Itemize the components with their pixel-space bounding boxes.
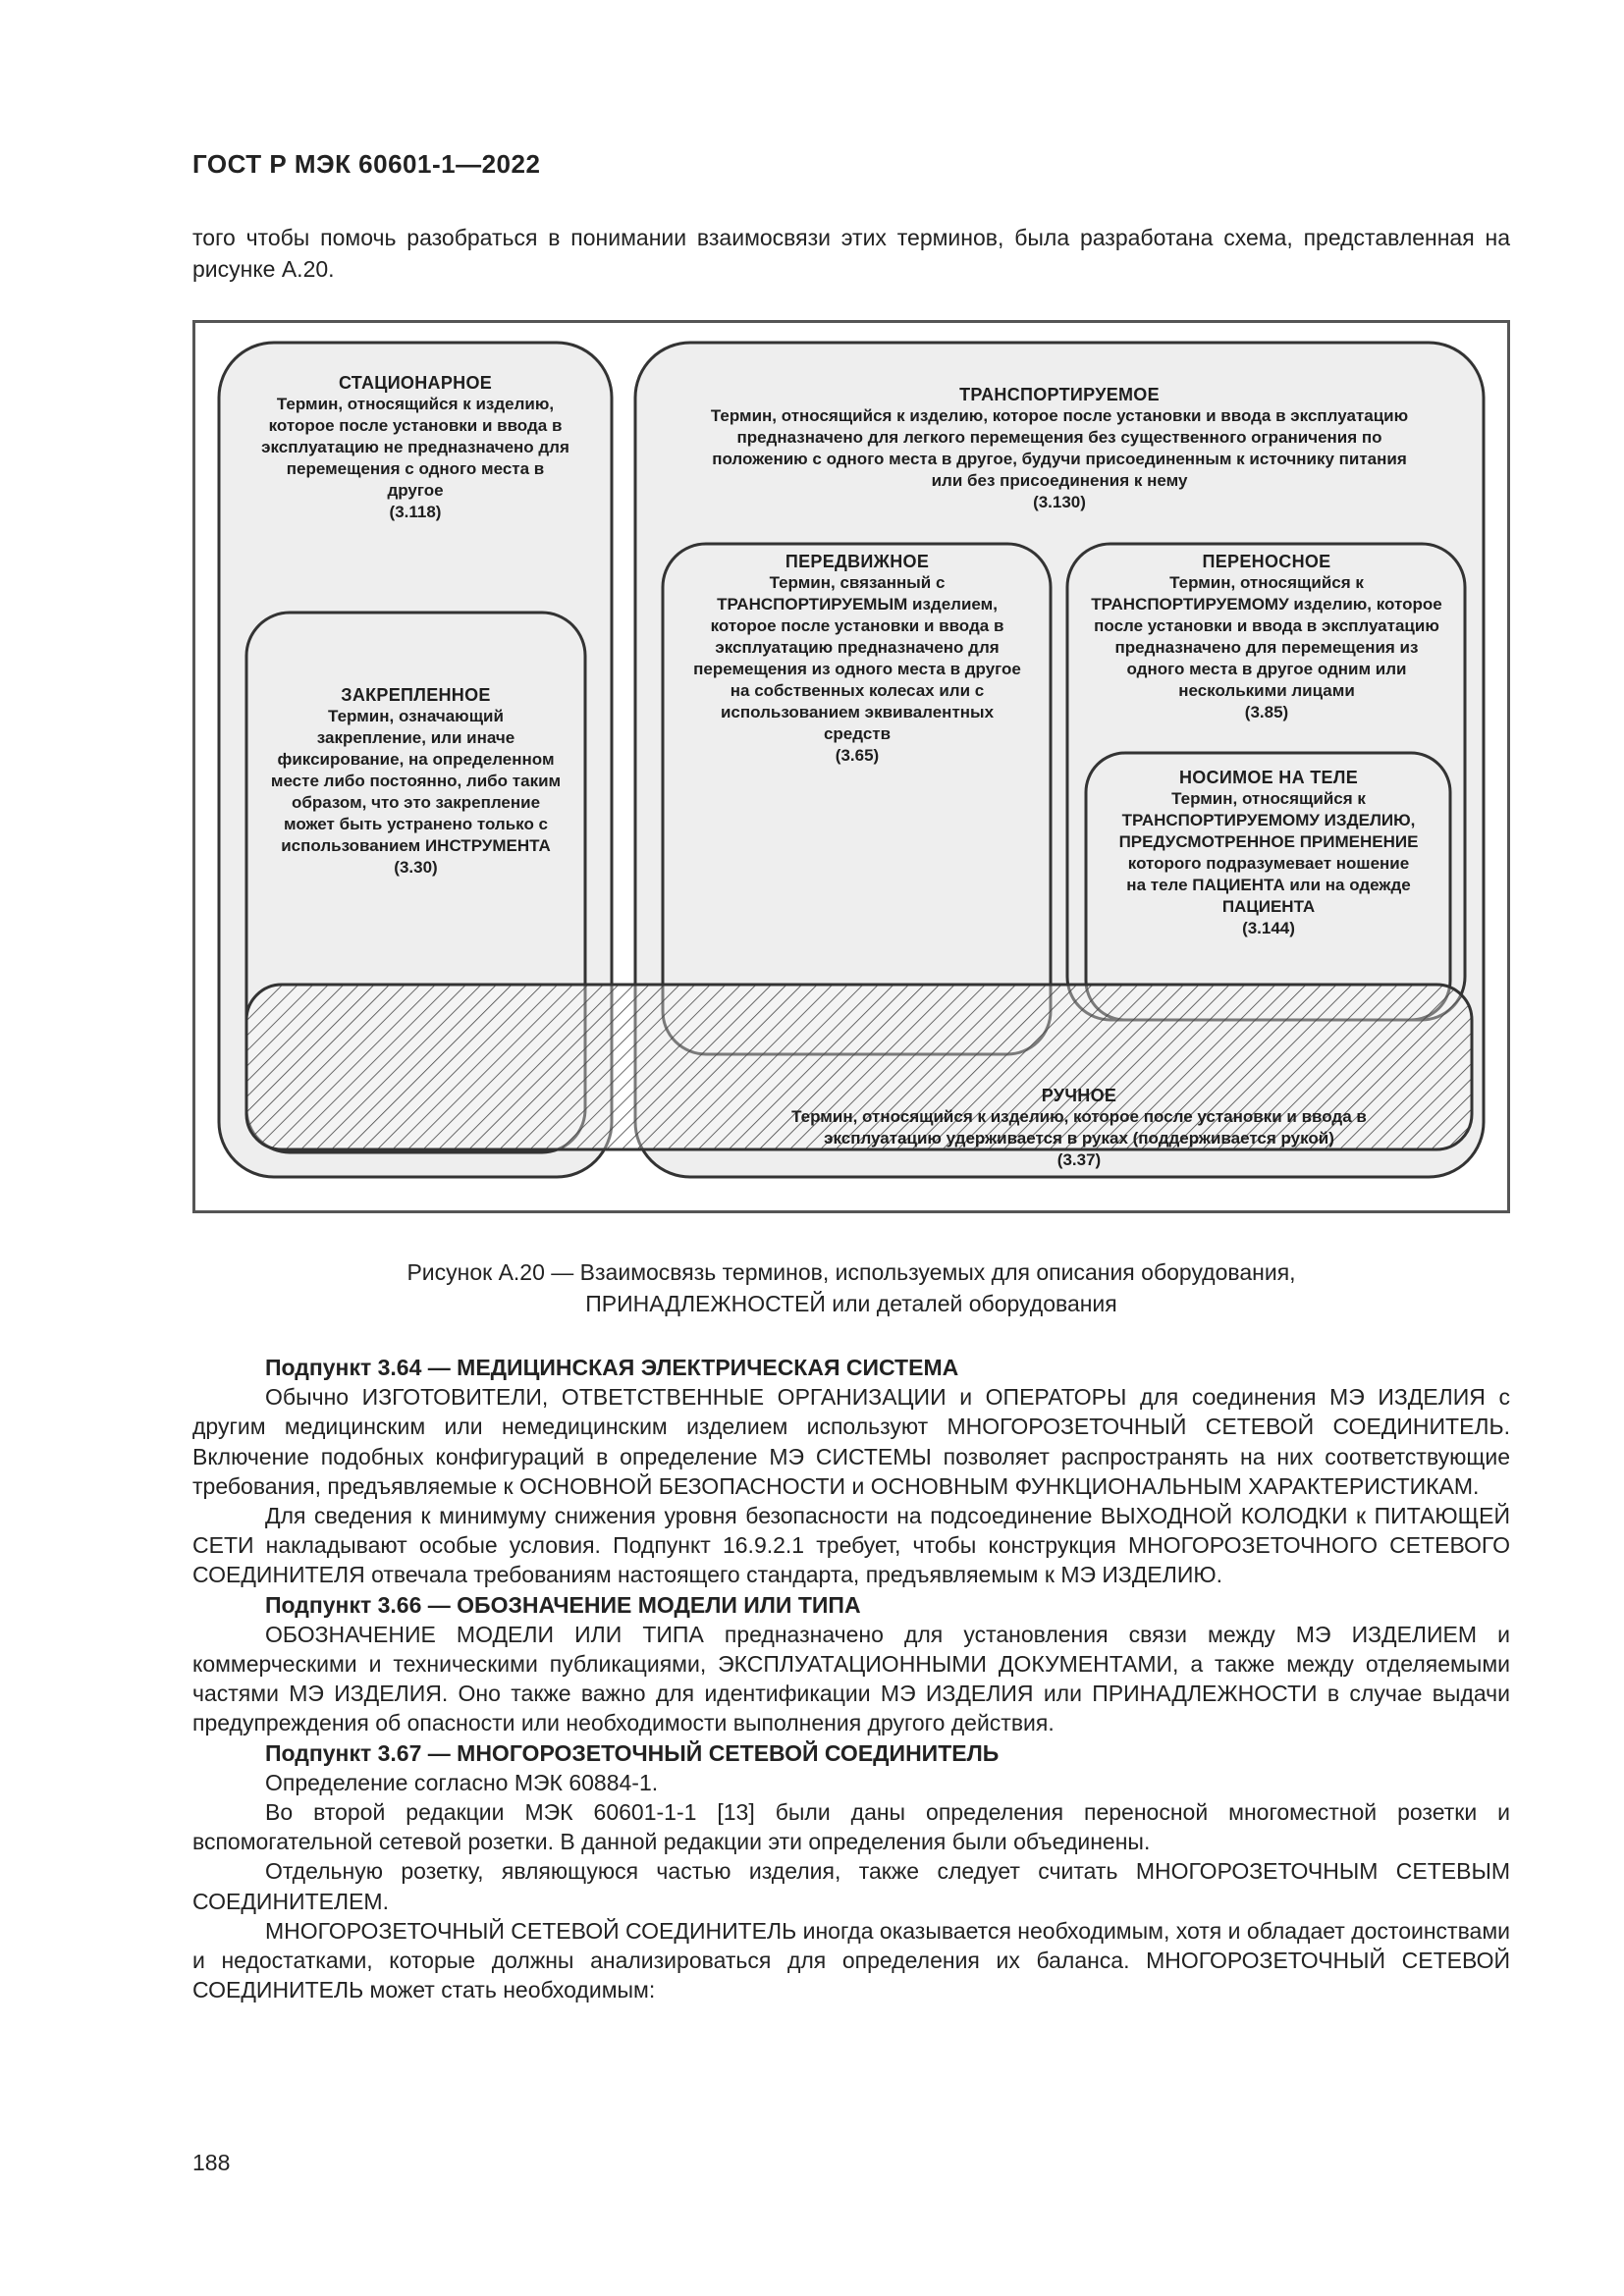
paragraph: Отдельную розетку, являющуюся частью изделия, также следует считать МНОГОРОЗЕТОЧНЫМ СЕТЕВЫМ СОЕДИНИТЕЛЕМ. bbox=[192, 1858, 1510, 1914]
figure-a20 bbox=[192, 320, 1510, 1213]
paragraph: Определение согласно МЭК 60884-1. bbox=[265, 1769, 659, 1795]
subclause-heading: Подпункт 3.66 — ОБОЗНАЧЕНИЕ МОДЕЛИ ИЛИ ТИПА bbox=[265, 1591, 861, 1618]
body-worn-label: НОСИМОЕ НА ТЕЛЕ Термин, относящийся к ТРАНСПОРТИРУЕМОМУ ИЗДЕЛИЮ, ПРЕДУСМОТРЕННОЕ ПРИМЕНЕНИЕ которого подразумевает ношение на теле ПАЦИЕНТА или на одежде ПАЦИЕНТА (3.144) bbox=[1118, 768, 1419, 937]
paragraph: ОБОЗНАЧЕНИЕ МОДЕЛИ ИЛИ ТИПА предназначено для установления связи между МЭ ИЗДЕЛИЕМ и коммерческими и техническими публикациями, ЭКСПЛУАТАЦИОННЫМИ ДОКУМЕНТАМИ, а также между отделяемыми частями МЭ ИЗДЕЛИЯ. Оно также важно для идентификации МЭ ИЗДЕЛИЯ или ПРИНАДЛЕЖНОСТИ в случае выдачи предупреждения об опасности или необходимости выполнения другого действия. bbox=[192, 1621, 1510, 1736]
hand-held-label: РУЧНОЕ Термин, относящийся к изделию, которое после установки и ввода в эксплуатацию удерживается в руках (поддерживается рукой) (3.37) bbox=[791, 1086, 1367, 1169]
portable-label: ПЕРЕНОСНОЕ Термин, относящийся к ТРАНСПОРТИРУЕМОМУ изделию, которое после установки и ввода в эксплуатацию предназначено для перемещения из одного места в другое одним или несколькими лицами (3.85) bbox=[1091, 552, 1442, 721]
subclause-heading: Подпункт 3.67 — МНОГОРОЗЕТОЧНЫЙ СЕТЕВОЙ СОЕДИНИТЕЛЬ bbox=[265, 1739, 1000, 1766]
mobile-label: ПЕРЕДВИЖНОЕ Термин, связанный с ТРАНСПОРТИРУЕМЫМ изделием, которое после установки и ввода в эксплуатацию предназначено для перемещения из одного места в другое на собственных колесах или с использованием эквивалентных средств (3.65) bbox=[693, 552, 1021, 765]
caption-line-1: Рисунок А.20 — Взаимосвязь терминов, используемых для описания оборудования, bbox=[406, 1259, 1296, 1285]
body-text bbox=[192, 1353, 1510, 2004]
figure-caption bbox=[192, 1256, 1510, 1319]
caption-line-2: ПРИНАДЛЕЖНОСТЕЙ или деталей оборудования bbox=[585, 1291, 1117, 1316]
stationary-label: СТАЦИОНАРНОЕ Термин, относящийся к изделию, которое после установки и ввода в эксплуатацию не предназначено для перемещения с одного места в другое (3.118) bbox=[261, 373, 569, 521]
paragraph: МНОГОРОЗЕТОЧНЫЙ СЕТЕВОЙ СОЕДИНИТЕЛЬ иногда оказывается необходимым, хотя и обладает достоинствами и недостатками, которые должны анализироваться для определения их баланса. МНОГОРОЗЕТОЧНЫЙ СЕТЕВОЙ СОЕДИНИТЕЛЬ может стать необходимым: bbox=[192, 1917, 1510, 2003]
fixed-label: ЗАКРЕПЛЕННОЕ Термин, означающий закрепление, или иначе фиксирование, на определенном месте либо постоянно, либо таким образом, что это закрепление может быть устранено только с использованием ИНСТРУМЕНТА (3.30) bbox=[270, 685, 562, 877]
paragraph: Обычно ИЗГОТОВИТЕЛИ, ОТВЕТСТВЕННЫЕ ОРГАНИЗАЦИИ и ОПЕРАТОРЫ для соединения МЭ ИЗДЕЛИЯ с другим медицинским или немедицинским изделием используют МНОГОРОЗЕТОЧНЫЙ СЕТЕВОЙ СОЕДИНИТЕЛЬ. Включение подобных конфигураций в определение МЭ СИСТЕМЫ позволяет распространять на них соответствующие требования, предъявляемые к ОСНОВНОЙ БЕЗОПАСНОСТИ и ОСНОВНЫМ ФУНКЦИОНАЛЬНЫМ ХАРАКТЕРИСТИКАМ. bbox=[192, 1384, 1510, 1499]
standard-header: ГОСТ Р МЭК 60601-1—2022 bbox=[192, 149, 541, 179]
subclause-heading: Подпункт 3.64 — МЕДИЦИНСКАЯ ЭЛЕКТРИЧЕСКАЯ СИСТЕМА bbox=[265, 1355, 959, 1380]
transportable-label: ТРАНСПОРТИРУЕМОЕ Термин, относящийся к изделию, которое после установки и ввода в эксплуатацию предназначено для легкого перемещения без существенного ограничения по положению с одного места в другое, будучи присоединенным к источнику питания или без присоединения к нему (3.130) bbox=[710, 385, 1409, 511]
paragraph: Во второй редакции МЭК 60601-1-1 [13] были даны определения переносной многоместной розетки и вспомогательной сетевой розетки. В данной редакции эти определения были объединены. bbox=[192, 1799, 1510, 1855]
paragraph: Для сведения к минимуму снижения уровня безопасности на подсоединение ВЫХОДНОЙ КОЛОДКИ к ПИТАЮЩЕЙ СЕТИ накладывают особые условия. Подпункт 16.9.2.1 требует, чтобы конструкция МНОГОРОЗЕТОЧНОГО СЕТЕВОГО СОЕДИНИТЕЛЯ отвечала требованиям настоящего стандарта, предъявляемым к МЭ ИЗДЕЛИЮ. bbox=[192, 1503, 1510, 1588]
page-number: 188 bbox=[192, 2150, 231, 2175]
intro-paragraph: того чтобы помочь разобраться в понимании взаимосвязи этих терминов, была разработана схема, представленная на рисунке А.20. bbox=[192, 225, 1510, 282]
